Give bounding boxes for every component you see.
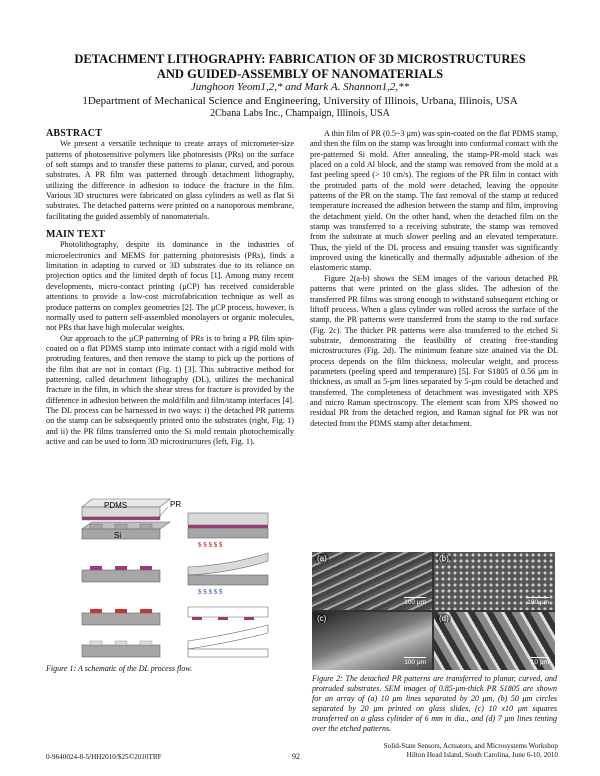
paragraph-2: Our approach to the μCP patterning of PRs is to bring a PR film spin-coated on a flat PDMS stamp into intimate contact with a rigid mold with protruding features, and then remove the stamp to pick up the portions of the film that are not in contact (Fig. 1) [3]. This subtractive method for patterning, called detachment lithography (DL), utilizes the mechanical fracture in the film, in which the shear stress for fracture is provided by the difference in adhesion between the mold/film and film/stamp interfaces [4]. The DL process can be harnessed in two ways: i) the detached PR patterns on the stamp can be subsequently printed onto the substrates (right, Fig. 1) and ii) the PR films transferred onto the Si mold remain photochemically active and can be used to form 3D microstructures (left, Fig. 1). (46, 333, 294, 446)
right-column (310, 129, 558, 429)
step-3-mold-pattern (82, 566, 160, 582)
page-number: 92 (292, 752, 300, 761)
affiliation-1: 1Department of Mechanical Science and Engineering, University of Illinois, Urbana, Illinois, USA (82, 95, 518, 107)
pdms-label: PDMS (104, 501, 128, 510)
figure-1-schematic (60, 495, 280, 660)
panel-d-label: (d) (439, 614, 449, 623)
panel-b-scalebar: 100 μm (527, 599, 549, 606)
si-label: Si (114, 531, 122, 540)
authors: Junghoon Yeom1,2,* and Mark A. Shannon1,2,** (190, 81, 410, 93)
sem-panel-b (434, 552, 555, 610)
paper-title-line-2: AND GUIDED-ASSEMBLY OF NANOMATERIALS (156, 67, 444, 81)
footer-conference-line-2: Hilton Head Island, South Carolina, June 6-10, 2010 (406, 751, 558, 759)
figure-2-sem-images (312, 552, 555, 670)
heat-arrows-icon: $ $ $ $ $ (198, 541, 223, 549)
footer-isbn: 0-9640024-8-5/HH2010/$25©2010TRF (46, 753, 162, 761)
panel-a-label: (a) (317, 554, 327, 563)
sem-panel-d (434, 612, 555, 670)
figure-1-caption: Figure 1: A schematic of the DL process flow. (46, 664, 193, 673)
panel-c-label: (c) (317, 614, 327, 623)
step-3-peeling-stamp (188, 553, 268, 596)
abstract-text: We present a versatile technique to create arrays of micrometer-size patterns of photosensitive polymers like photoresists (PRs) on the surface of soft stamps and to transfer these patterns to planar, curved, and porous substrates. A PR film was patterned through detachment lithography, utilizing the difference in adhesion to induce the fracture in the film. Various 3D structures were fabricated on glass cylinders as well as flat Si substrates. The detached patterns were printed on a nanoporous membrane, facilitating the guided assembly of nanomaterials. (46, 139, 294, 221)
figure-2-caption: Figure 2: The detached PR patterns are transferred to planar, curved, and protruded substrates. SEM images of 0.85-μm-thick PR S1805 are shown for an array of (a) 10 μm lines separated by 20 μm, (b) 50 μm circles separated by 20 μm printed on glass slides, (c) 10 x10 μm squares transferred on a glass cylinder of 6 mm in dia., and (d) 7 μm lines tenting over the etched patterns. (312, 674, 557, 733)
step-4-exposure (82, 607, 268, 625)
step-2-contact (188, 513, 268, 549)
footer-conference-line-1: Solid-State Sensors, Actuators, and Microsystems Workshop (383, 742, 558, 750)
panel-b-label: (b) (439, 554, 449, 563)
cold-arrows-icon: $ $ $ $ $ (198, 588, 223, 596)
panel-c-scalebar: 100 μm (404, 659, 426, 666)
panel-d-scalebar: 10 μm (530, 659, 549, 666)
affiliation-2: 2Cbana Labs Inc., Champaign, Illinois, USA (210, 108, 390, 119)
paragraph-1: Photolithography, despite its dominance in the industries of microelectronics and MEMS for patterning photoresists (PRs), finds a limitation in adapting to curved or 3D substrates due to its reliance on projection optics and the limited depth of focus [1]. Among many recent developments, micro-contact printing (μCP) has received considerable attentions to provide a low-cost microfabrication technique as well as produce patterns on complex geometries [2]. The μCP process, however, is normally used to pattern self-assembled monolayers or organic molecules, not PRs that have high molecular weights. (46, 240, 294, 333)
paragraph-3: A thin film of PR (0.5~3 μm) was spin-coated on the flat PDMS stamp, and then the film on the stamp was brought into conformal contact with the pre-patterned Si mold. After annealing, the stamp-PR-mold stack was placed on a cold Al block, and the stamp was removed from the mold at a fast peeling speed (> 10 cm/s). The regions of the PR film in contact with the protruded parts of the mold were detached, leaving the opposite patterns of the PR on the stamp. The fast removal of the stamp at reduced temperature increased the adhesion between the stamp and film, improving the detachment yield. On the other hand, when the detached film on the stamp was transferred to a receiving substrate, the stamp was removed from the substrate at much slower peeling and an elevated temperature. Thus, the yield of the DL process and ensuing transfer was significantly improved using the kinetically and thermally adjustable adhesion of the elastomeric stamp. (310, 129, 558, 273)
paper-title-line-1: DETACHMENT LITHOGRAPHY: FABRICATION OF 3D MICROSTRUCTURES (74, 52, 526, 66)
abstract-heading: ABSTRACT (46, 128, 103, 139)
sem-panel-a (312, 552, 432, 610)
main-text-heading: MAIN TEXT (46, 229, 106, 241)
sem-panel-c (312, 612, 432, 670)
left-column (46, 129, 294, 447)
paragraph-4: Figure 2(a-b) shows the SEM images of the various detached PR patterns that were printed on the glass slides. The adhesion of the transferred PR films was strong enough to withstand subsequent etching or liftoff process. When a glass cylinder was rolled across the surface of the stamp, the PR patterns were transferred from the stamp to the rod surface (Fig. 2c). The thicker PR patterns were also transferred to the etched Si substrate, demonstrating the feasibility of creating free-standing microstructures (Fig. 2d). The minimum feature size attained via the DL process depends on the film thickness, molecular weight, and process parameters (peeling speed and temperature) [5]. For S1805 of 0.56 μm in thickness, as small as 5-μm lines separated by 5-μm could be detached and transferred. The completeness of detachment was investigated with XPS and micro Raman spectroscopy. The element scan from XPS showed no residual PR from the detached region, and Raman signal for PR was not detected from the PDMS stamp after detachment. (310, 273, 558, 428)
step-1-stamp-and-mold (82, 499, 181, 540)
step-5-final (82, 625, 268, 657)
panel-a-scalebar: 100 μm (404, 599, 426, 606)
pr-label: PR (170, 500, 182, 509)
